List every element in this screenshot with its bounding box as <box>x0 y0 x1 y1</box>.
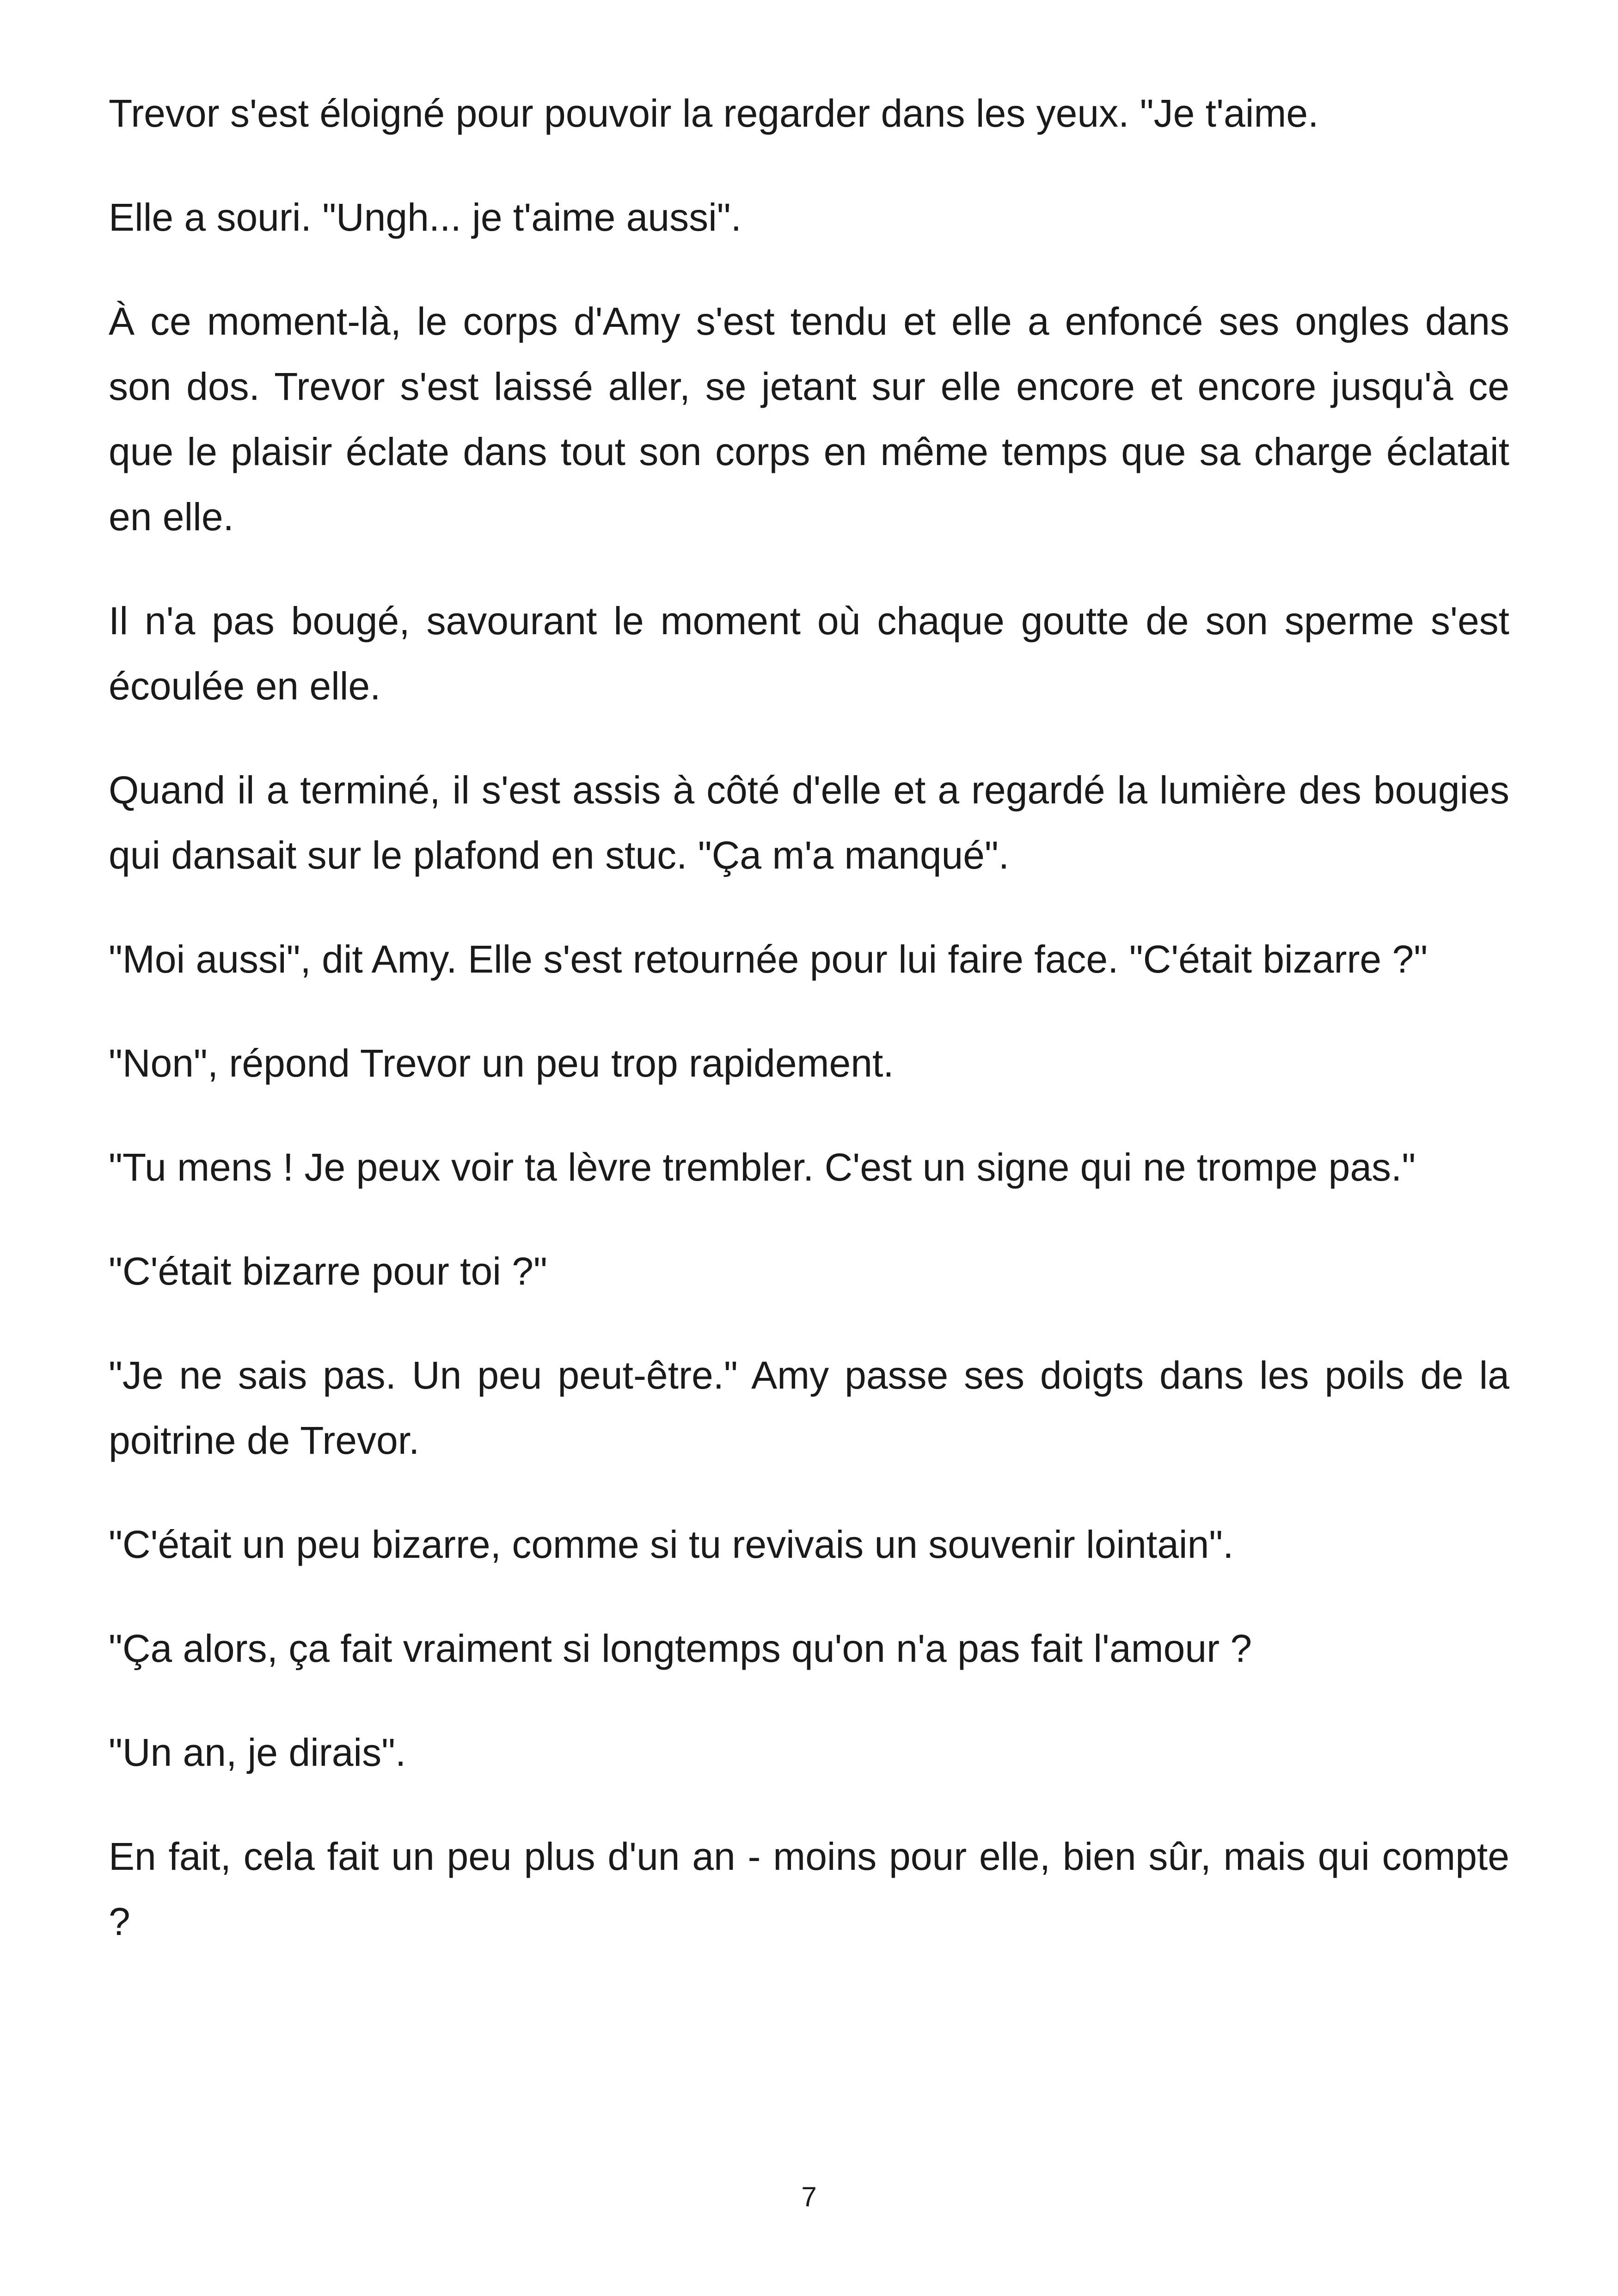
paragraph-10: "Je ne sais pas. Un peu peut-être." Amy passe ses doigts dans les poils de la poitrine de Trevor. <box>109 1353 1509 1462</box>
paragraph-3: À ce moment-là, le corps d'Amy s'est tendu et elle a enfoncé ses ongles dans son dos. Trevor s'est laissé aller, se jetant sur elle encore et encore jusqu'à ce que le plaisir éclate dans tout son corps en même temps que sa charge éclatait en elle. <box>109 300 1509 539</box>
paragraph-5: Quand il a terminé, il s'est assis à côté d'elle et a regardé la lumière des bougies qui dansait sur le plafond en stuc. "Ça m'a manqué". <box>109 768 1509 877</box>
page-number: 7 <box>801 2181 817 2212</box>
paragraph-12: "Ça alors, ça fait vraiment si longtemps qu'on n'a pas fait l'amour ? <box>109 1627 1252 1670</box>
paragraph-7: "Non", répond Trevor un peu trop rapidement. <box>109 1041 894 1085</box>
paragraph-1: Trevor s'est éloigné pour pouvoir la regarder dans les yeux. "Je t'aime. <box>109 92 1319 135</box>
paragraph-13: "Un an, je dirais". <box>109 1731 406 1774</box>
paragraph-2: Elle a souri. "Ungh... je t'aime aussi". <box>109 196 742 239</box>
paragraph-11: "C'était un peu bizarre, comme si tu revivais un souvenir lointain". <box>109 1523 1234 1566</box>
paragraph-4: Il n'a pas bougé, savourant le moment où chaque goutte de son sperme s'est écoulée en elle. <box>109 599 1509 708</box>
body-text <box>109 81 1509 1993</box>
paragraph-14: En fait, cela fait un peu plus d'un an - moins pour elle, bien sûr, mais qui compte ? <box>109 1835 1509 1943</box>
paragraph-9: "C'était bizarre pour toi ?" <box>109 1249 547 1293</box>
paragraph-6: "Moi aussi", dit Amy. Elle s'est retournée pour lui faire face. "C'était bizarre ?" <box>109 937 1428 981</box>
paragraph-8: "Tu mens ! Je peux voir ta lèvre trembler. C'est un signe qui ne trompe pas." <box>109 1145 1416 1189</box>
